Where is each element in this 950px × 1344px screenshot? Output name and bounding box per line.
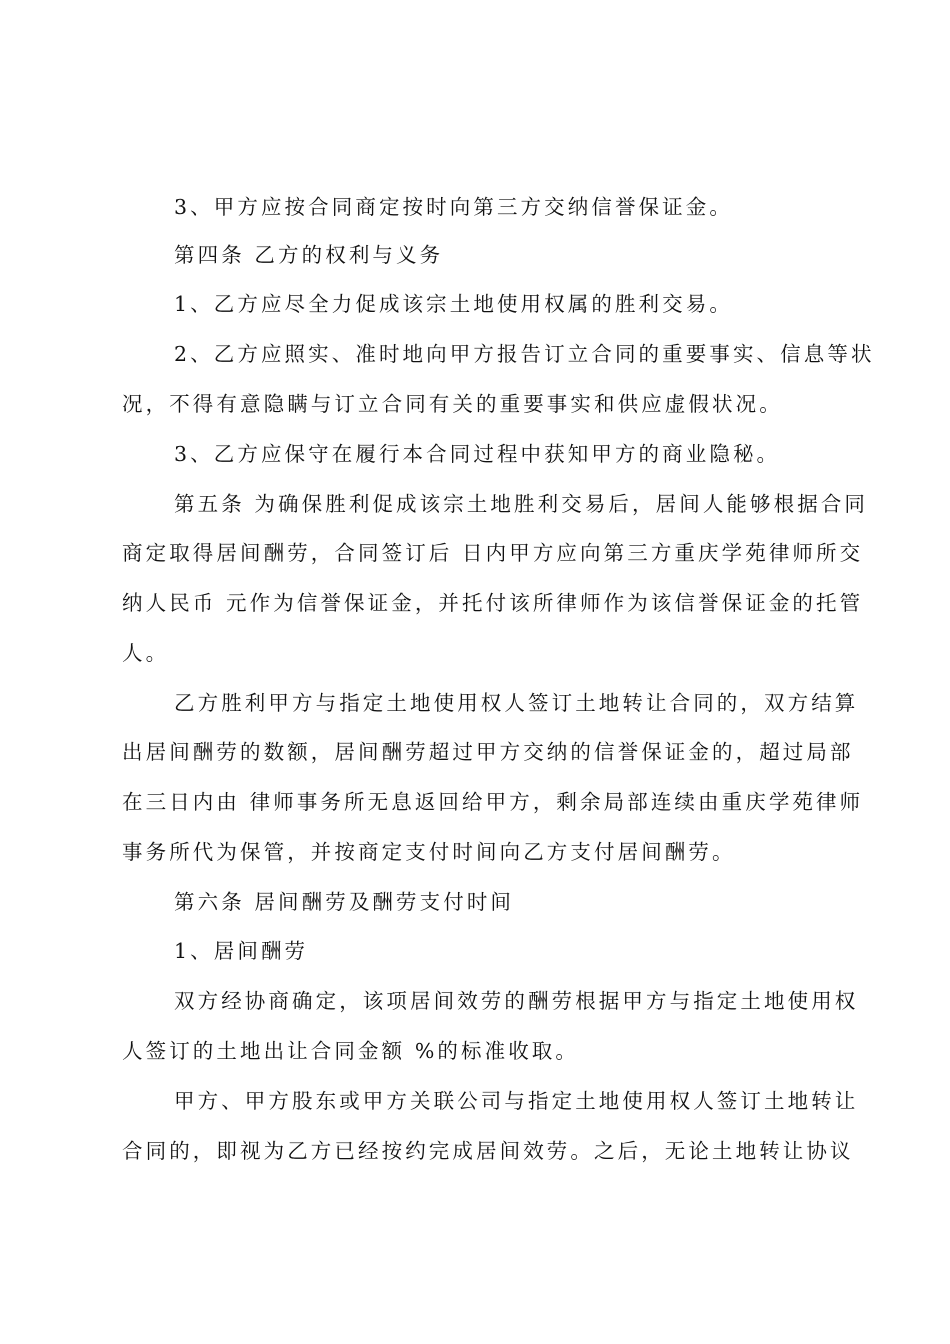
paragraph-line: 甲方、甲方股东或甲方关联公司与指定土地使用权人签订土地转让 [174,1089,859,1113]
paragraph-line: 乙方胜利甲方与指定土地使用权人签订土地转让合同的，双方结算 [174,691,859,715]
paragraph-line: 商定取得居间酬劳，合同签订后 日内甲方应向第三方重庆学苑律师所交 [122,541,864,565]
paragraph-line: 3、乙方应保守在履行本合同过程中获知甲方的商业隐秘。 [174,442,781,466]
paragraph-line: 3、甲方应按合同商定按时向第三方交纳信誉保证金。 [174,195,733,219]
paragraph-line: 1、乙方应尽全力促成该宗土地使用权属的胜利交易。 [174,292,733,316]
paragraph-line: 纳人民币 元作为信誉保证金，并托付该所律师作为该信誉保证金的托管 [122,591,864,615]
section-heading-article-4: 第四条 乙方的权利与义务 [174,243,444,267]
paragraph-line: 双方经协商确定，该项居间效劳的酬劳根据甲方与指定土地使用权 [174,989,859,1013]
paragraph-line: 事务所代为保管，并按商定支付时间向乙方支付居间酬劳。 [122,840,736,864]
section-heading-article-6: 第六条 居间酬劳及酬劳支付时间 [174,890,515,914]
paragraph-line: 2、乙方应照实、准时地向甲方报告订立合同的重要事实、信息等状 [174,342,875,366]
paragraph-line: 第五条 为确保胜利促成该宗土地胜利交易后，居间人能够根据合同 [174,492,869,516]
paragraph-line: 在三日内由 律师事务所无息返回给甲方，剩余局部连续由重庆学苑律师 [122,790,864,814]
paragraph-line: 人。 [122,641,170,665]
subheading: 1、居间酬劳 [174,939,309,963]
paragraph-line: 合同的，即视为乙方已经按约完成居间效劳。之后，无论土地转让协议 [122,1139,854,1163]
paragraph-line: 人签订的土地出让合同金额 %的标准收取。 [122,1039,579,1063]
paragraph-line: 出居间酬劳的数额，居间酬劳超过甲方交纳的信誉保证金的，超过局部 [122,740,854,764]
paragraph-line: 况，不得有意隐瞒与订立合同有关的重要事实和供应虚假状况。 [122,392,783,416]
